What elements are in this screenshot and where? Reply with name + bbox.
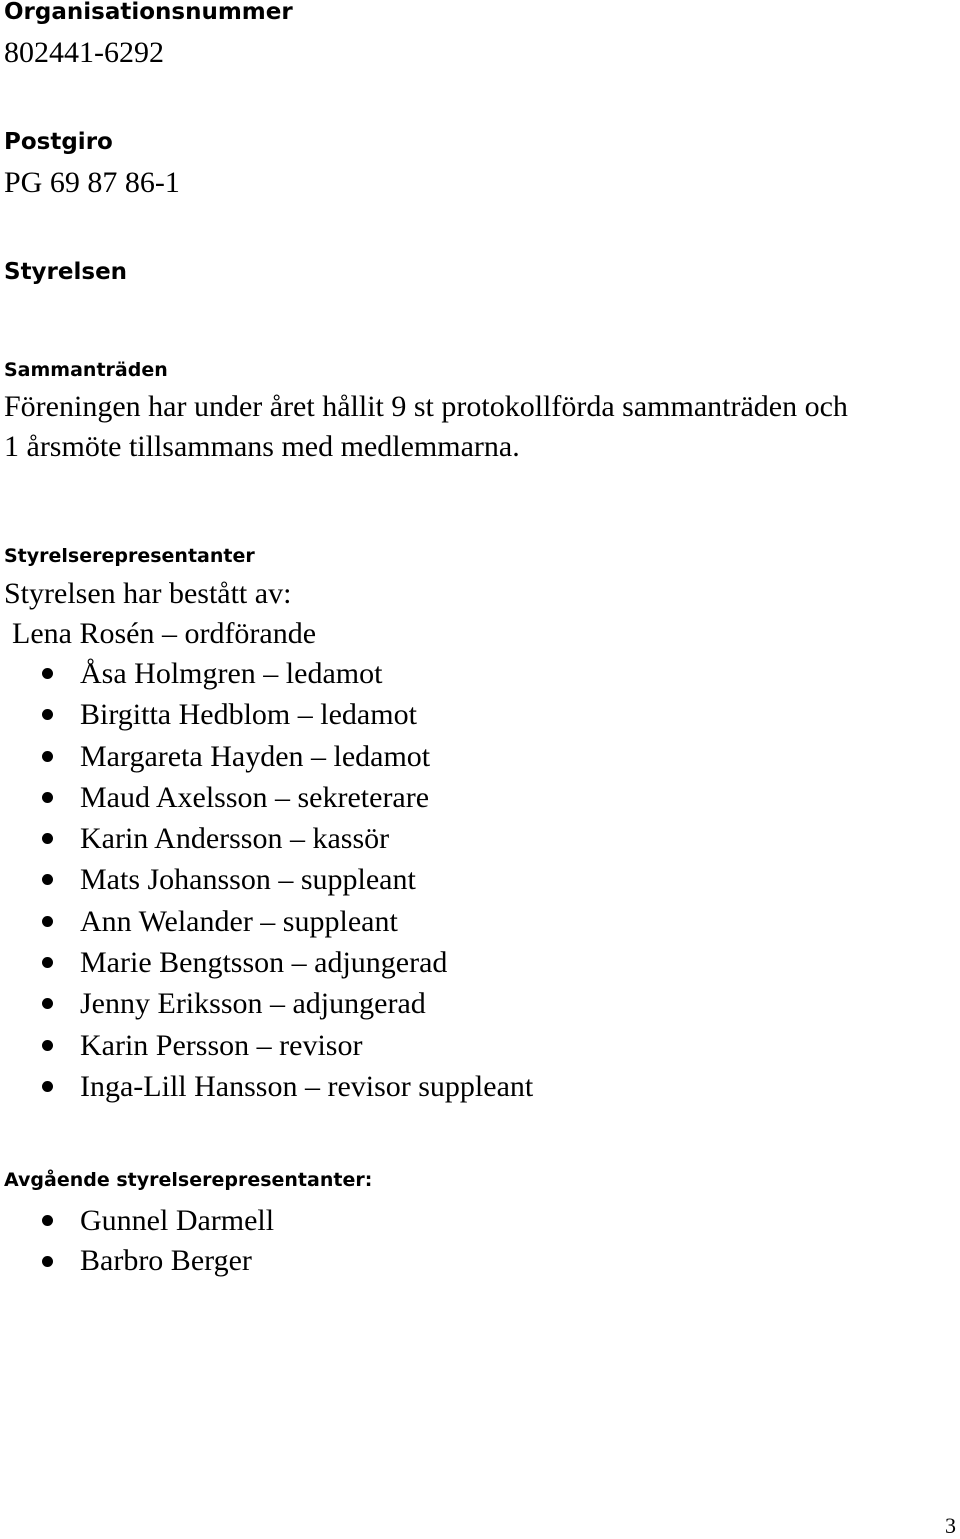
postgiro-heading: Postgiro xyxy=(4,129,113,155)
bullet-icon xyxy=(42,792,53,803)
bullet-icon xyxy=(42,668,53,679)
representatives-intro: Styrelsen har bestått av: xyxy=(4,577,292,610)
meetings-text-line-1: Föreningen har under året hållit 9 st protokollförda sammanträden och xyxy=(4,390,848,423)
bullet-icon xyxy=(42,957,53,968)
bullet-icon xyxy=(42,916,53,927)
bullet-icon xyxy=(42,1081,53,1092)
bullet-icon xyxy=(42,1215,53,1226)
org-number-heading: Organisationsnummer xyxy=(4,0,293,25)
bullet-icon xyxy=(42,751,53,762)
bullet-icon xyxy=(42,1256,53,1267)
meetings-heading: Sammanträden xyxy=(4,359,168,381)
representatives-heading: Styrelserepresentanter xyxy=(4,545,255,567)
page-number: 3 xyxy=(945,1513,956,1538)
org-number-value: 802441-6292 xyxy=(4,36,164,69)
postgiro-value: PG 69 87 86-1 xyxy=(4,166,180,199)
bullet-icon xyxy=(42,874,53,885)
bullet-icon xyxy=(42,709,53,720)
board-heading: Styrelsen xyxy=(4,259,128,285)
document-page: Organisationsnummer 802441-6292 Postgiro PG 69 87 86-1 Styrelsen Sammanträden Föreningen har under året hållit 9 st protokollförda sammanträden och 1 årsmöte tillsammans med medlemmarna. Styrelserepresentanter Styrelsen har bestått av: Lena Rosén – ordförande Åsa Holmgren – ledamot Birgitta Hedblom – ledamot Margareta Hayden – ledamot Maud Axelsson – sekreterare Karin Andersson – kassör Mats Johansson – suppleant Ann Welander – suppleant Marie Bengtsson – adjungerad Jenny Eriksson – adjungerad Karin Persson – revisor Inga-Lill Hansson – revisor suppleant Avgående styrelserepresentanter: Gunnel Darmell Barbro Berger 3 xyxy=(4,0,956,1538)
bullet-icon xyxy=(42,1040,53,1051)
chairperson: Lena Rosén – ordförande xyxy=(12,617,317,650)
bullet-icon xyxy=(42,998,53,1009)
departing-heading: Avgående styrelserepresentanter: xyxy=(4,1169,373,1191)
meetings-text-line-2: 1 årsmöte tillsammans med medlemmarna. xyxy=(4,430,520,463)
bullet-icon xyxy=(42,833,53,844)
